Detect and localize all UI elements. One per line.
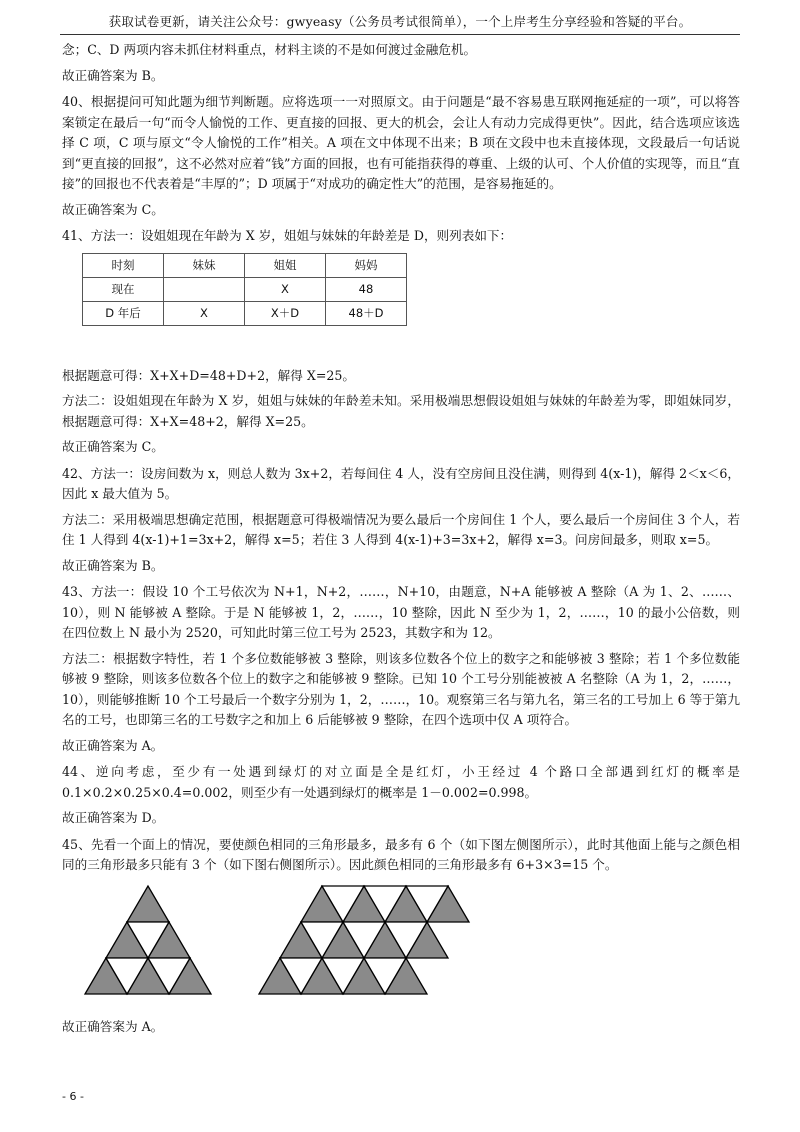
paragraph: 方法二：采用极端思想确定范围，根据题意可得极端情况为要么最后一个房间住 1 个人，要么最后一个房间住 3 个人，若住 1 人得到 4(x-1)+1=3x+2，解得 x=5；若住 3 人得到 4(x-1)+3=3x+2，解得 x=3。问房间最多，则取 x=5。 xyxy=(62,511,740,547)
paragraph: 念；C、D 两项内容未抓住材料重点，材料主谈的不是如何渡过金融危机。 xyxy=(62,42,477,57)
paragraph: 41、方法一：设姐姐现在年龄为 X 岁，姐姐与妹妹的年龄差是 D，则列表如下： xyxy=(62,228,513,243)
gray-triangle xyxy=(127,886,169,922)
paragraph: 44、逆向考虑，至少有一处遇到绿灯的对立面是全是红灯，小王经过 4 个路口全部遇到红灯的概率是 0.1×0.2×0.25×0.4=0.002，则至少有一处遇到绿灯的概率是 1－0.002=0.998。 xyxy=(62,764,740,800)
paragraph: 40、根据提问可知此题为细节判断题。应将选项一一对照原文。由于问题是“最不容易患互联网拖延症的一项”，可以将答案锁定在最后一句“而令人愉悦的工作、更直接的回报、更大的机会，会让人有动力完成得更快”。因此，结合选项应该选择 C 项，C 项与原文“令人愉悦的工作”相关。A 项在文中体现不出来；B 项在文段中也未直接体现，文段最后一句话说到“更直接的回报”，这不必然对应着“钱”方面的回报，也有可能指获得的尊重、上级的认可、个人价值的实现等，而且“直接”的回报也不代表着是“丰厚的”；D 项属于“对成功的确定性大”的范围，是容易拖延的。 xyxy=(62,94,740,191)
triangle-figures xyxy=(72,882,740,1007)
triangle-figures-svg xyxy=(72,882,472,1007)
table-header-cell: 时刻 xyxy=(83,253,164,277)
answer-line: 故正确答案为 A。 xyxy=(62,1018,164,1034)
answer-line: 故正确答案为 C。 xyxy=(62,201,164,217)
paragraph: 45、先看一个面上的情况，要使颜色相同的三角形最多，最多有 6 个（如下图左侧图所示），此时其他面上能与之颜色相同的三角形最多只能有 3 个（如下图右侧图所示）。因此颜色相同的三角形最多有 6+3×3=15 个。 xyxy=(62,836,740,872)
paragraph: 方法二：设姐姐现在年龄为 X 岁，姐姐与妹妹的年龄差未知。采用极端思想假设姐姐与妹妹的年龄差为零，即姐妹同岁，根据题意可得：X+X=48+2，解得 X=25。 xyxy=(62,393,740,429)
document-body xyxy=(62,40,740,1043)
paragraph: 43、方法一：假设 10 个工号依次为 N+1，N+2，……，N+10，由题意，N+A 能够被 A 整除（A 为 1、2、……、10），则 N 能够被 A 整除。于是 N 能够被 1，2，……，10 整除，因此 N 至少为 1，2，……，10 的最小公倍数，则在四位数上 N 最小为 2520，可知此时第三位工号为 2523，其数字和为 12。 xyxy=(62,584,740,640)
table-cell: X＋D xyxy=(245,301,326,325)
table-header-cell: 妈妈 xyxy=(326,253,407,277)
table-cell: 现在 xyxy=(83,277,164,301)
left-triangle-figure xyxy=(85,886,211,994)
table-cell: 48 xyxy=(326,277,407,301)
answer-line: 故正确答案为 B。 xyxy=(62,67,164,83)
table-header-cell: 姐姐 xyxy=(245,253,326,277)
answer-line: 故正确答案为 C。 xyxy=(62,439,164,454)
table-row xyxy=(83,277,407,301)
age-table xyxy=(82,253,407,326)
answer-line: 故正确答案为 B。 xyxy=(62,557,164,573)
table-cell: X xyxy=(245,277,326,301)
page-number: - 6 - xyxy=(62,1090,84,1103)
right-parallelogram-figure xyxy=(259,886,469,994)
table-cell: 48＋D xyxy=(326,301,407,325)
table-cell: D 年后 xyxy=(83,301,164,325)
table-cell xyxy=(164,277,245,301)
paragraph: 42、方法一：设房间数为 x，则总人数为 3x+2，若每间住 4 人，没有空房间且没住满，则得到 4(x-1)，解得 2＜x＜6，因此 x 最大值为 5。 xyxy=(62,465,740,501)
table-header-row xyxy=(83,253,407,277)
paragraph: 方法二：根据数字特性，若 1 个多位数能够被 3 整除，则该多位数各个位上的数字之和能够被 3 整除；若 1 个多位数能够被 9 整除，则该多位数各个位上的数字之和能够被 9 整除。已知 10 个工号分别能被被 A 名整除（A 为 1，2，……，10），则能够推断 10 个工号最后一个数字分别为 1，2，……，10。观察第三名与第九名，第三名的工号加上 6 等于第九名的工号，也即第三名的工号数字之和加上 6 后能够被 9 整除，在四个选项中仅 A 项符合。 xyxy=(62,650,740,727)
paragraph: 根据题意可得：X+X+D=48+D+2，解得 X=25。 xyxy=(62,367,356,383)
answer-line: 故正确答案为 D。 xyxy=(62,810,165,825)
table-header-cell: 妹妹 xyxy=(164,253,245,277)
table-row xyxy=(83,301,407,325)
table-cell: X xyxy=(164,301,245,325)
answer-line: 故正确答案为 A。 xyxy=(62,737,164,753)
page-header: 获取试卷更新，请关注公众号：gwyeasy（公务员考试很简单），一个上岸考生分享经验和答疑的平台。 xyxy=(60,12,740,35)
